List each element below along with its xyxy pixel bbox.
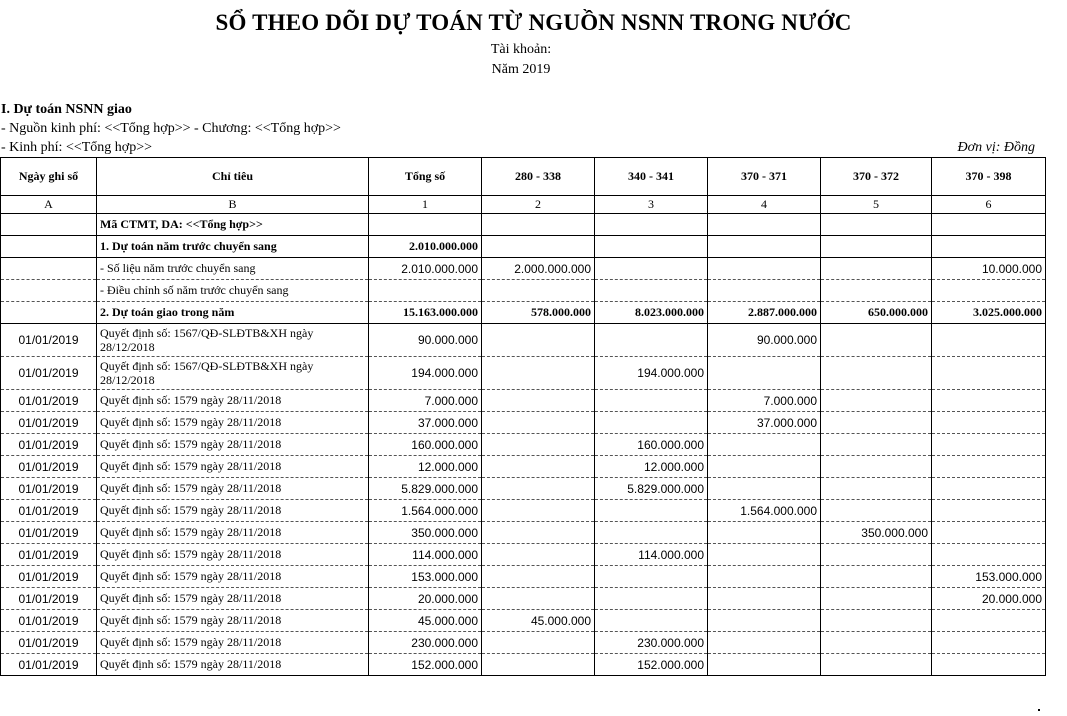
date-cell <box>1 258 97 280</box>
description-cell: Quyết định số: 1579 ngày 28/11/2018 <box>97 434 369 456</box>
col-280-338-cell <box>482 280 595 302</box>
col-340-341-cell: 8.023.000.000 <box>595 302 708 324</box>
table-row <box>1 324 1046 357</box>
col-370-398-cell <box>932 357 1046 390</box>
col-340-341-cell <box>595 236 708 258</box>
table-row <box>1 522 1046 544</box>
col-340-341-cell <box>595 588 708 610</box>
col-370-371-cell: 1.564.000.000 <box>708 500 821 522</box>
date-cell: 01/01/2019 <box>1 357 97 390</box>
report-title: SỔ THEO DÕI DỰ TOÁN TỪ NGUỒN NSNN TRONG NƯỚC <box>215 10 852 35</box>
col-370-398-cell <box>932 632 1046 654</box>
col-370-372-cell <box>821 566 932 588</box>
description-cell: Quyết định số: 1567/QĐ-SLĐTB&XH ngày 28/12/2018 <box>97 357 369 390</box>
index-cell: 4 <box>708 196 821 214</box>
col-header-date: Ngày ghi sổ <box>1 158 97 196</box>
total-cell: 194.000.000 <box>369 357 482 390</box>
col-370-398-cell <box>932 544 1046 566</box>
total-cell: 12.000.000 <box>369 456 482 478</box>
date-cell: 01/01/2019 <box>1 588 97 610</box>
col-370-372-cell <box>821 236 932 258</box>
table-row <box>1 588 1046 610</box>
budget-table <box>0 157 1046 676</box>
page-mark <box>1038 709 1040 711</box>
col-280-338-cell <box>482 522 595 544</box>
col-280-338-cell <box>482 654 595 676</box>
index-cell: 6 <box>932 196 1046 214</box>
description-cell: Quyết định số: 1579 ngày 28/11/2018 <box>97 566 369 588</box>
description-cell: Quyết định số: 1579 ngày 28/11/2018 <box>97 544 369 566</box>
date-cell: 01/01/2019 <box>1 390 97 412</box>
col-370-398-cell: 3.025.000.000 <box>932 302 1046 324</box>
date-cell: 01/01/2019 <box>1 412 97 434</box>
description-cell: Quyết định số: 1579 ngày 28/11/2018 <box>97 500 369 522</box>
col-280-338-cell <box>482 412 595 434</box>
table-row <box>1 357 1046 390</box>
total-cell: 7.000.000 <box>369 390 482 412</box>
col-280-338-cell: 45.000.000 <box>482 610 595 632</box>
col-340-341-cell <box>595 390 708 412</box>
date-cell <box>1 214 97 236</box>
description-cell: Quyết định số: 1579 ngày 28/11/2018 <box>97 522 369 544</box>
table-row <box>1 302 1046 324</box>
col-370-372-cell <box>821 478 932 500</box>
col-370-398-cell <box>932 654 1046 676</box>
date-cell: 01/01/2019 <box>1 632 97 654</box>
total-cell <box>369 280 482 302</box>
col-280-338-cell <box>482 500 595 522</box>
col-280-338-cell <box>482 632 595 654</box>
col-370-372-cell <box>821 434 932 456</box>
table-row <box>1 412 1046 434</box>
col-280-338-cell <box>482 588 595 610</box>
table-row <box>1 610 1046 632</box>
col-280-338-cell <box>482 544 595 566</box>
col-340-341-cell: 5.829.000.000 <box>595 478 708 500</box>
col-370-372-cell <box>821 544 932 566</box>
col-370-398-cell <box>932 478 1046 500</box>
date-cell: 01/01/2019 <box>1 654 97 676</box>
date-cell: 01/01/2019 <box>1 324 97 357</box>
table-row <box>1 566 1046 588</box>
col-370-371-cell <box>708 632 821 654</box>
col-370-371-cell <box>708 357 821 390</box>
col-340-341-cell: 230.000.000 <box>595 632 708 654</box>
col-370-398-cell <box>932 456 1046 478</box>
index-cell: 2 <box>482 196 595 214</box>
col-370-398-cell <box>932 390 1046 412</box>
date-cell: 01/01/2019 <box>1 610 97 632</box>
total-cell: 2.010.000.000 <box>369 258 482 280</box>
col-370-371-cell <box>708 434 821 456</box>
col-280-338-cell <box>482 357 595 390</box>
col-370-372-cell <box>821 412 932 434</box>
col-370-398-cell <box>932 214 1046 236</box>
col-370-371-cell <box>708 236 821 258</box>
col-280-338-cell: 2.000.000.000 <box>482 258 595 280</box>
col-370-372-cell <box>821 258 932 280</box>
col-370-371-cell: 2.887.000.000 <box>708 302 821 324</box>
col-370-398-cell <box>932 236 1046 258</box>
total-cell: 1.564.000.000 <box>369 500 482 522</box>
col-280-338-cell <box>482 324 595 357</box>
col-280-338-cell <box>482 214 595 236</box>
date-cell: 01/01/2019 <box>1 434 97 456</box>
table-row <box>1 456 1046 478</box>
description-cell: Quyết định số: 1579 ngày 28/11/2018 <box>97 412 369 434</box>
total-cell: 37.000.000 <box>369 412 482 434</box>
col-340-341-cell <box>595 522 708 544</box>
table-row <box>1 236 1046 258</box>
total-cell: 90.000.000 <box>369 324 482 357</box>
date-cell: 01/01/2019 <box>1 500 97 522</box>
col-370-371-cell <box>708 544 821 566</box>
total-cell: 153.000.000 <box>369 566 482 588</box>
col-370-371-cell <box>708 478 821 500</box>
col-280-338-cell <box>482 236 595 258</box>
table-row <box>1 544 1046 566</box>
expense-line: - Kinh phí: <<Tổng hợp>> <box>1 140 152 155</box>
total-cell: 152.000.000 <box>369 654 482 676</box>
col-370-371-cell <box>708 258 821 280</box>
table-row <box>1 280 1046 302</box>
col-370-371-cell <box>708 588 821 610</box>
index-cell: 5 <box>821 196 932 214</box>
total-cell: 20.000.000 <box>369 588 482 610</box>
table-row <box>1 654 1046 676</box>
col-370-398-cell <box>932 522 1046 544</box>
col-280-338-cell <box>482 434 595 456</box>
date-cell: 01/01/2019 <box>1 456 97 478</box>
col-370-398-cell: 153.000.000 <box>932 566 1046 588</box>
description-cell: 2. Dự toán giao trong năm <box>97 302 369 324</box>
col-340-341-cell <box>595 258 708 280</box>
description-cell: Mã CTMT, DA: <<Tổng hợp>> <box>97 214 369 236</box>
col-370-371-cell <box>708 654 821 676</box>
total-cell: 15.163.000.000 <box>369 302 482 324</box>
col-340-341-cell <box>595 214 708 236</box>
col-340-341-cell <box>595 324 708 357</box>
date-cell <box>1 302 97 324</box>
col-340-341-cell: 194.000.000 <box>595 357 708 390</box>
col-header-370-372: 370 - 372 <box>821 158 932 196</box>
col-370-371-cell <box>708 456 821 478</box>
col-340-341-cell <box>595 566 708 588</box>
col-370-371-cell <box>708 214 821 236</box>
col-370-372-cell <box>821 632 932 654</box>
col-370-398-cell <box>932 324 1046 357</box>
table-row <box>1 390 1046 412</box>
table-row <box>1 214 1046 236</box>
date-cell: 01/01/2019 <box>1 566 97 588</box>
col-340-341-cell: 12.000.000 <box>595 456 708 478</box>
description-cell: Quyết định số: 1579 ngày 28/11/2018 <box>97 390 369 412</box>
col-370-372-cell <box>821 654 932 676</box>
col-370-398-cell <box>932 500 1046 522</box>
col-370-372-cell <box>821 214 932 236</box>
col-370-371-cell: 37.000.000 <box>708 412 821 434</box>
total-cell: 45.000.000 <box>369 610 482 632</box>
year-label: Năm 2019 <box>491 62 551 77</box>
col-370-398-cell <box>932 434 1046 456</box>
col-340-341-cell: 152.000.000 <box>595 654 708 676</box>
col-280-338-cell <box>482 566 595 588</box>
index-cell: 1 <box>369 196 482 214</box>
col-370-371-cell <box>708 566 821 588</box>
col-370-372-cell: 350.000.000 <box>821 522 932 544</box>
date-cell <box>1 280 97 302</box>
description-cell: Quyết định số: 1579 ngày 28/11/2018 <box>97 478 369 500</box>
currency-unit: Đơn vị: Đồng <box>957 140 1035 155</box>
index-cell: A <box>1 196 97 214</box>
total-cell: 160.000.000 <box>369 434 482 456</box>
section-heading: I. Dự toán NSNN giao <box>1 102 132 117</box>
col-370-372-cell <box>821 280 932 302</box>
total-cell: 350.000.000 <box>369 522 482 544</box>
col-header-total: Tổng số <box>369 158 482 196</box>
table-row <box>1 478 1046 500</box>
col-header-280-338: 280 - 338 <box>482 158 595 196</box>
col-280-338-cell <box>482 390 595 412</box>
total-cell <box>369 214 482 236</box>
col-370-371-cell <box>708 280 821 302</box>
table-row <box>1 258 1046 280</box>
col-header-370-398: 370 - 398 <box>932 158 1046 196</box>
col-370-372-cell <box>821 456 932 478</box>
col-370-371-cell <box>708 522 821 544</box>
account-label: Tài khoản: <box>490 42 552 57</box>
date-cell: 01/01/2019 <box>1 522 97 544</box>
col-370-372-cell <box>821 357 932 390</box>
date-cell: 01/01/2019 <box>1 478 97 500</box>
index-row <box>1 196 1046 214</box>
date-cell: 01/01/2019 <box>1 544 97 566</box>
col-370-371-cell <box>708 610 821 632</box>
total-cell: 5.829.000.000 <box>369 478 482 500</box>
description-cell: Quyết định số: 1579 ngày 28/11/2018 <box>97 654 369 676</box>
col-370-372-cell <box>821 390 932 412</box>
funding-source-line: - Nguồn kinh phí: <<Tổng hợp>> - Chương: <<Tổng hợp>> <box>1 121 341 136</box>
total-cell: 2.010.000.000 <box>369 236 482 258</box>
description-cell: - Số liệu năm trước chuyển sang <box>97 258 369 280</box>
col-370-372-cell: 650.000.000 <box>821 302 932 324</box>
description-cell: Quyết định số: 1579 ngày 28/11/2018 <box>97 588 369 610</box>
description-cell: Quyết định số: 1579 ngày 28/11/2018 <box>97 632 369 654</box>
col-370-398-cell: 10.000.000 <box>932 258 1046 280</box>
total-cell: 230.000.000 <box>369 632 482 654</box>
col-340-341-cell <box>595 610 708 632</box>
col-340-341-cell: 160.000.000 <box>595 434 708 456</box>
description-cell: 1. Dự toán năm trước chuyển sang <box>97 236 369 258</box>
total-cell: 114.000.000 <box>369 544 482 566</box>
date-cell <box>1 236 97 258</box>
col-370-398-cell <box>932 412 1046 434</box>
table-row <box>1 434 1046 456</box>
description-cell: Quyết định số: 1579 ngày 28/11/2018 <box>97 610 369 632</box>
col-370-372-cell <box>821 500 932 522</box>
col-370-372-cell <box>821 588 932 610</box>
description-cell: Quyết định số: 1567/QĐ-SLĐTB&XH ngày 28/12/2018 <box>97 324 369 357</box>
col-370-371-cell: 7.000.000 <box>708 390 821 412</box>
col-370-372-cell <box>821 610 932 632</box>
col-340-341-cell <box>595 500 708 522</box>
col-370-371-cell: 90.000.000 <box>708 324 821 357</box>
col-header-370-371: 370 - 371 <box>708 158 821 196</box>
header-row <box>1 158 1046 196</box>
col-header-description: Chỉ tiêu <box>97 158 369 196</box>
col-280-338-cell <box>482 478 595 500</box>
col-340-341-cell: 114.000.000 <box>595 544 708 566</box>
col-280-338-cell <box>482 456 595 478</box>
description-cell: - Điều chỉnh số năm trước chuyển sang <box>97 280 369 302</box>
col-280-338-cell: 578.000.000 <box>482 302 595 324</box>
col-370-398-cell: 20.000.000 <box>932 588 1046 610</box>
col-370-372-cell <box>821 324 932 357</box>
col-header-340-341: 340 - 341 <box>595 158 708 196</box>
table-row <box>1 632 1046 654</box>
index-cell: 3 <box>595 196 708 214</box>
table-row <box>1 500 1046 522</box>
index-cell: B <box>97 196 369 214</box>
col-370-398-cell <box>932 280 1046 302</box>
col-370-398-cell <box>932 610 1046 632</box>
col-340-341-cell <box>595 280 708 302</box>
description-cell: Quyết định số: 1579 ngày 28/11/2018 <box>97 456 369 478</box>
col-340-341-cell <box>595 412 708 434</box>
